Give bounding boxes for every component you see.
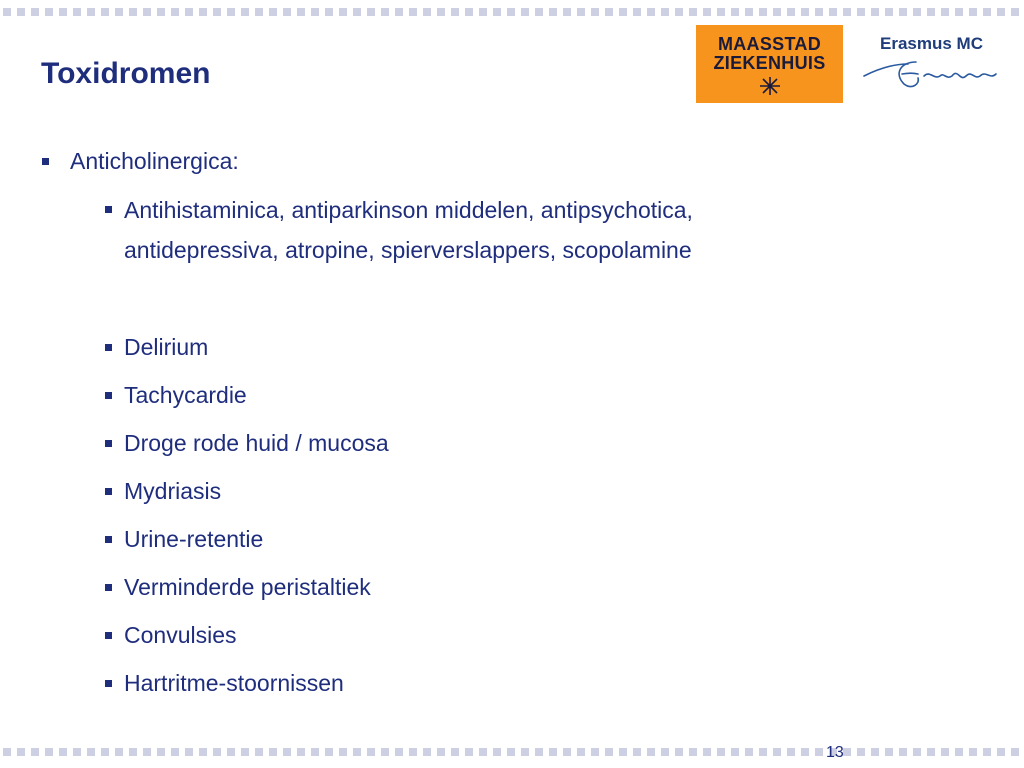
border-dash <box>661 748 669 756</box>
border-dash <box>535 8 543 16</box>
border-dash <box>171 748 179 756</box>
border-dash <box>171 8 179 16</box>
border-dash <box>185 748 193 756</box>
border-dash <box>465 8 473 16</box>
border-dash <box>689 8 697 16</box>
border-dash <box>577 8 585 16</box>
border-dash <box>955 748 963 756</box>
border-dash <box>731 748 739 756</box>
border-dash <box>353 8 361 16</box>
star-icon <box>758 76 782 96</box>
border-dash <box>605 8 613 16</box>
border-dash <box>717 8 725 16</box>
maasstad-logo-line2: ZIEKENHUIS <box>713 53 826 73</box>
border-dash <box>101 748 109 756</box>
border-dash <box>269 8 277 16</box>
border-dash <box>227 8 235 16</box>
border-dash <box>227 748 235 756</box>
border-dash <box>731 8 739 16</box>
border-dash <box>521 748 529 756</box>
border-dash <box>605 748 613 756</box>
border-dash <box>675 8 683 16</box>
border-dash <box>451 8 459 16</box>
border-dash <box>885 8 893 16</box>
border-dash <box>955 8 963 16</box>
border-dash <box>1011 8 1019 16</box>
border-dash <box>269 748 277 756</box>
bullet-marker <box>105 680 112 687</box>
border-dash <box>451 748 459 756</box>
border-dash <box>703 748 711 756</box>
bullet-marker <box>42 158 49 165</box>
border-dash <box>255 748 263 756</box>
border-dash <box>311 8 319 16</box>
bullet-item: Tachycardie <box>124 382 247 408</box>
border-dash <box>381 8 389 16</box>
border-dash <box>45 748 53 756</box>
border-dash <box>185 8 193 16</box>
border-dash <box>563 748 571 756</box>
border-dash <box>255 8 263 16</box>
bottom-dashed-border <box>0 748 1024 756</box>
border-dash <box>465 748 473 756</box>
border-dash <box>871 8 879 16</box>
border-dash <box>17 748 25 756</box>
border-dash <box>521 8 529 16</box>
border-dash <box>591 748 599 756</box>
border-dash <box>143 8 151 16</box>
border-dash <box>437 8 445 16</box>
border-dash <box>759 748 767 756</box>
border-dash <box>87 748 95 756</box>
bullet-item: Verminderde peristaltiek <box>124 574 371 600</box>
bullet-marker <box>105 536 112 543</box>
border-dash <box>241 748 249 756</box>
border-dash <box>843 8 851 16</box>
bullet-marker <box>105 392 112 399</box>
border-dash <box>115 8 123 16</box>
border-dash <box>773 8 781 16</box>
border-dash <box>927 748 935 756</box>
border-dash <box>969 8 977 16</box>
border-dash <box>325 748 333 756</box>
border-dash <box>297 8 305 16</box>
border-dash <box>381 748 389 756</box>
border-dash <box>913 748 921 756</box>
border-dash <box>773 748 781 756</box>
border-dash <box>745 748 753 756</box>
border-dash <box>885 748 893 756</box>
border-dash <box>213 8 221 16</box>
border-dash <box>857 8 865 16</box>
top-dashed-border <box>0 8 1024 16</box>
border-dash <box>353 748 361 756</box>
slide-number: 13 <box>826 744 844 761</box>
border-dash <box>871 748 879 756</box>
border-dash <box>703 8 711 16</box>
border-dash <box>297 748 305 756</box>
border-dash <box>675 748 683 756</box>
border-dash <box>843 748 851 756</box>
border-dash <box>409 748 417 756</box>
border-dash <box>829 8 837 16</box>
border-dash <box>423 8 431 16</box>
border-dash <box>31 748 39 756</box>
bullet-item: Delirium <box>124 334 209 360</box>
bullet-marker <box>105 440 112 447</box>
border-dash <box>899 748 907 756</box>
border-dash <box>815 8 823 16</box>
border-dash <box>661 8 669 16</box>
border-dash <box>563 8 571 16</box>
border-dash <box>129 8 137 16</box>
border-dash <box>311 748 319 756</box>
border-dash <box>857 748 865 756</box>
border-dash <box>73 8 81 16</box>
border-dash <box>591 8 599 16</box>
border-dash <box>283 8 291 16</box>
border-dash <box>535 748 543 756</box>
erasmus-signature-icon <box>860 54 1010 94</box>
border-dash <box>339 8 347 16</box>
border-dash <box>997 748 1005 756</box>
erasmus-mc-logo-name: Erasmus MC <box>880 34 983 53</box>
border-dash <box>31 8 39 16</box>
border-dash <box>969 748 977 756</box>
border-dash <box>787 748 795 756</box>
border-dash <box>801 8 809 16</box>
border-dash <box>59 748 67 756</box>
border-dash <box>507 8 515 16</box>
border-dash <box>913 8 921 16</box>
border-dash <box>409 8 417 16</box>
border-dash <box>745 8 753 16</box>
bullet-marker <box>105 344 112 351</box>
border-dash <box>983 8 991 16</box>
border-dash <box>997 8 1005 16</box>
border-dash <box>367 748 375 756</box>
border-dash <box>493 8 501 16</box>
border-dash <box>619 8 627 16</box>
border-dash <box>479 8 487 16</box>
border-dash <box>283 748 291 756</box>
border-dash <box>87 8 95 16</box>
border-dash <box>647 748 655 756</box>
border-dash <box>941 8 949 16</box>
border-dash <box>815 748 823 756</box>
border-dash <box>1011 748 1019 756</box>
slide-title: Toxidromen <box>41 57 211 90</box>
border-dash <box>689 748 697 756</box>
border-dash <box>339 748 347 756</box>
border-dash <box>423 748 431 756</box>
border-dash <box>3 748 11 756</box>
bullet-sub-line2: antidepressiva, atropine, spierverslappers, scopolamine <box>124 237 692 263</box>
bullet-item: Urine-retentie <box>124 526 264 552</box>
border-dash <box>479 748 487 756</box>
border-dash <box>199 748 207 756</box>
border-dash <box>157 748 165 756</box>
border-dash <box>633 748 641 756</box>
border-dash <box>241 8 249 16</box>
border-dash <box>101 8 109 16</box>
bullet-item: Mydriasis <box>124 478 222 504</box>
border-dash <box>129 748 137 756</box>
border-dash <box>367 8 375 16</box>
bullet-item: Droge rode huid / mucosa <box>124 430 389 456</box>
border-dash <box>199 8 207 16</box>
border-dash <box>115 748 123 756</box>
border-dash <box>45 8 53 16</box>
erasmus-mc-logo <box>860 30 1010 100</box>
border-dash <box>983 748 991 756</box>
border-dash <box>899 8 907 16</box>
border-dash <box>619 748 627 756</box>
maasstad-logo <box>696 25 843 103</box>
bullet-item: Hartritme-stoornissen <box>124 670 344 696</box>
border-dash <box>395 748 403 756</box>
border-dash <box>941 748 949 756</box>
bullet-marker <box>105 584 112 591</box>
border-dash <box>17 8 25 16</box>
border-dash <box>507 748 515 756</box>
border-dash <box>647 8 655 16</box>
maasstad-logo-line1: MAASSTAD <box>717 34 822 54</box>
bullet-marker <box>105 488 112 495</box>
border-dash <box>143 748 151 756</box>
border-dash <box>927 8 935 16</box>
border-dash <box>549 748 557 756</box>
bullet-marker <box>105 632 112 639</box>
border-dash <box>759 8 767 16</box>
border-dash <box>801 748 809 756</box>
border-dash <box>717 748 725 756</box>
border-dash <box>493 748 501 756</box>
border-dash <box>549 8 557 16</box>
border-dash <box>437 748 445 756</box>
border-dash <box>73 748 81 756</box>
bullet-main: Anticholinergica: <box>70 148 239 174</box>
border-dash <box>395 8 403 16</box>
border-dash <box>213 748 221 756</box>
bullet-sub-line1: Antihistaminica, antiparkinson middelen, antipsychotica, <box>124 197 693 223</box>
border-dash <box>3 8 11 16</box>
border-dash <box>577 748 585 756</box>
border-dash <box>59 8 67 16</box>
border-dash <box>633 8 641 16</box>
border-dash <box>325 8 333 16</box>
border-dash <box>157 8 165 16</box>
bullet-item: Convulsies <box>124 622 237 648</box>
border-dash <box>787 8 795 16</box>
bullet-marker <box>105 206 112 213</box>
